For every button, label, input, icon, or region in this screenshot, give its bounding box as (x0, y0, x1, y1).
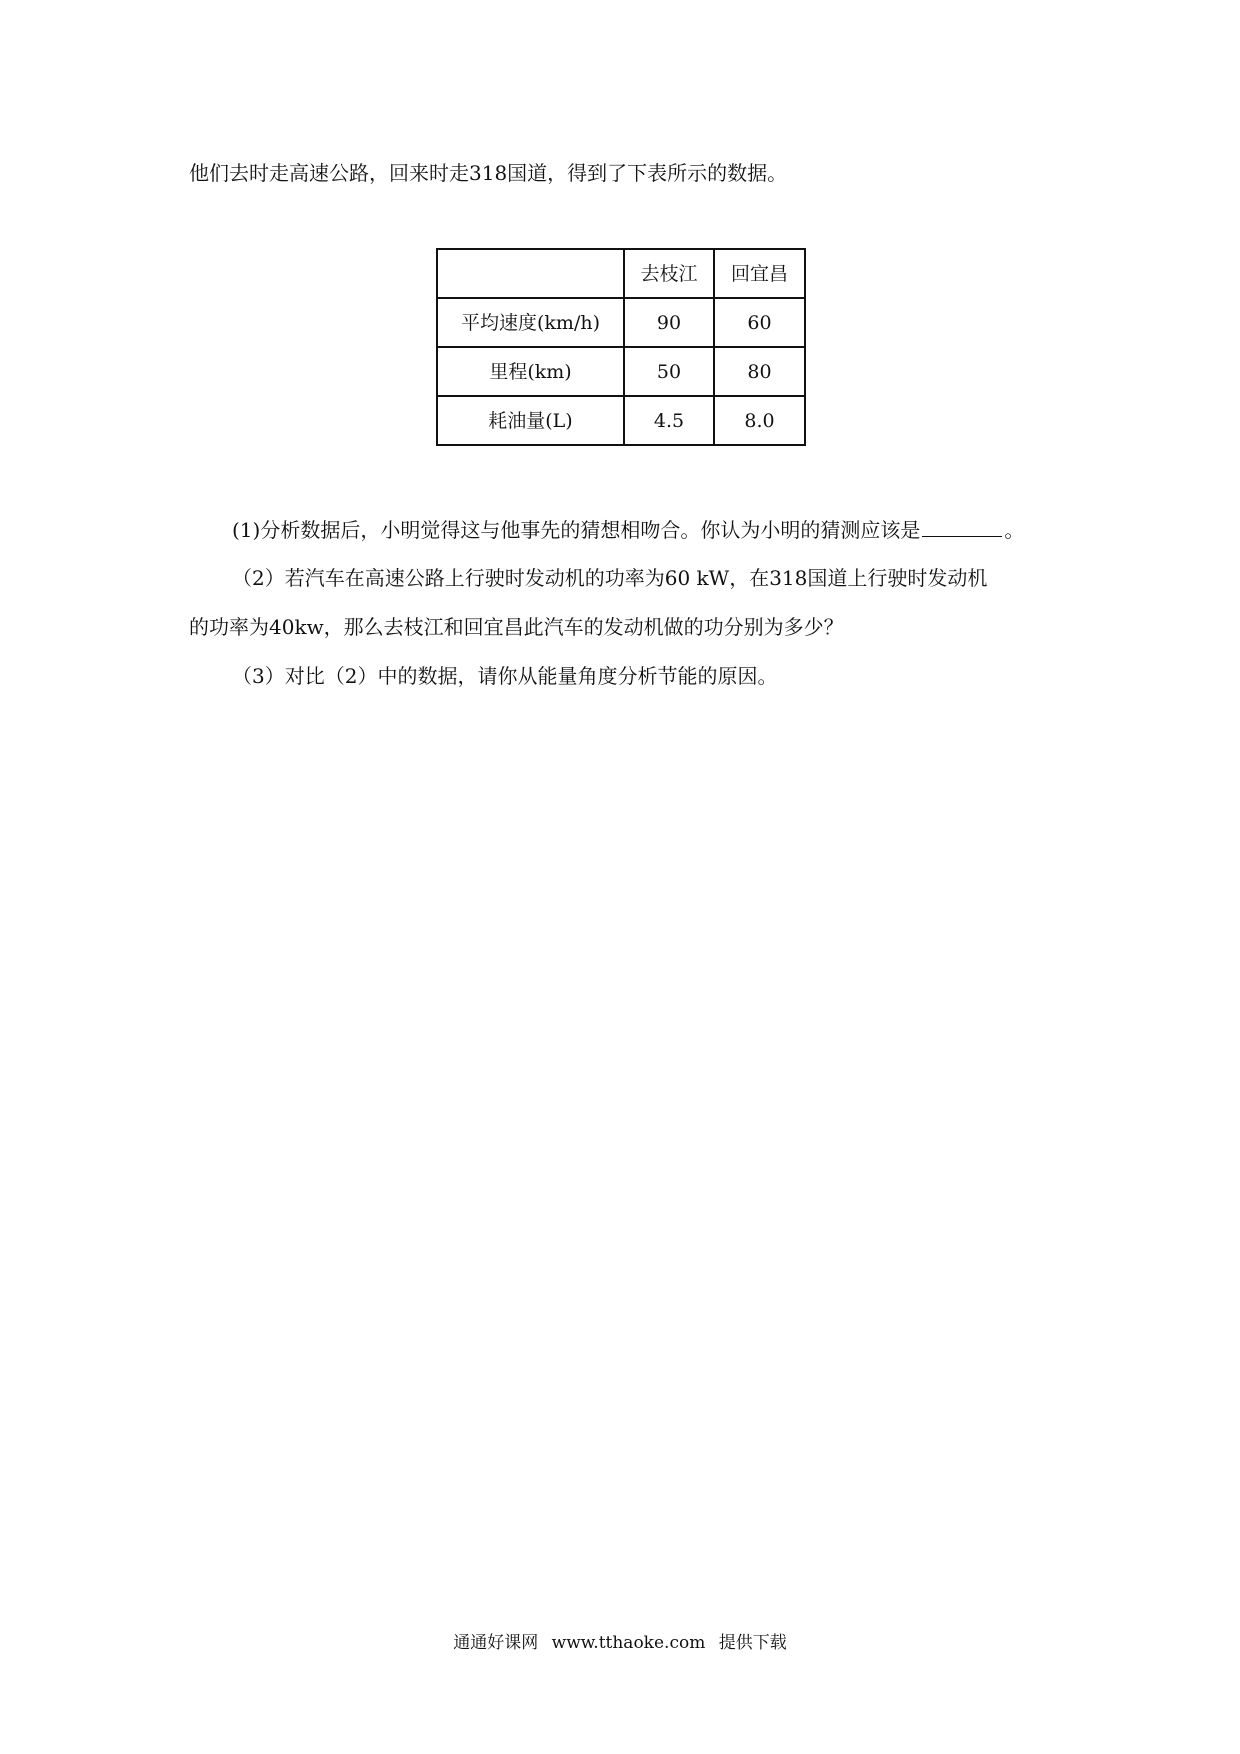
question-2-line-2: 的功率为40kw，那么去枝江和回宜昌此汽车的发动机做的功分别为多少？ (189, 615, 844, 639)
table-row-label: 里程(km) (437, 347, 624, 396)
question-2-line-1: （2）若汽车在高速公路上行驶时发动机的功率为60 kW，在318国道上行驶时发动机 (232, 566, 988, 590)
table-header-cell: 去枝江 (624, 249, 714, 298)
footer-suffix: 提供下载 (718, 1633, 787, 1653)
question-1 (232, 514, 1024, 545)
question-1-end: 。 (1004, 518, 1025, 542)
question-3: （3）对比（2）中的数据，请你从能量角度分析节能的原因。 (232, 664, 778, 688)
table-row-label: 耗油量(L) (437, 396, 624, 445)
table-row (437, 347, 805, 396)
question-1-text: (1)分析数据后，小明觉得这与他事先的猜想相吻合。你认为小明的猜测应该是 (232, 518, 921, 542)
table-cell: 8.0 (714, 396, 805, 445)
table-cell: 60 (714, 298, 805, 347)
page-footer (0, 1631, 1240, 1655)
table-header-row (437, 249, 805, 298)
answer-blank[interactable] (922, 514, 1002, 537)
table-cell: 90 (624, 298, 714, 347)
table-header-cell (437, 249, 624, 298)
table-row (437, 396, 805, 445)
table-cell: 80 (714, 347, 805, 396)
footer-site-name: 通通好课网 (453, 1633, 539, 1653)
table-row-label: 平均速度(km/h) (437, 298, 624, 347)
table-header-cell: 回宜昌 (714, 249, 805, 298)
table-cell: 50 (624, 347, 714, 396)
intro-paragraph: 他们去时走高速公路，回来时走318国道，得到了下表所示的数据。 (189, 161, 788, 185)
table-cell: 4.5 (624, 396, 714, 445)
footer-url: www.tthaoke.com (551, 1633, 706, 1653)
table-row (437, 298, 805, 347)
data-table (436, 248, 806, 446)
